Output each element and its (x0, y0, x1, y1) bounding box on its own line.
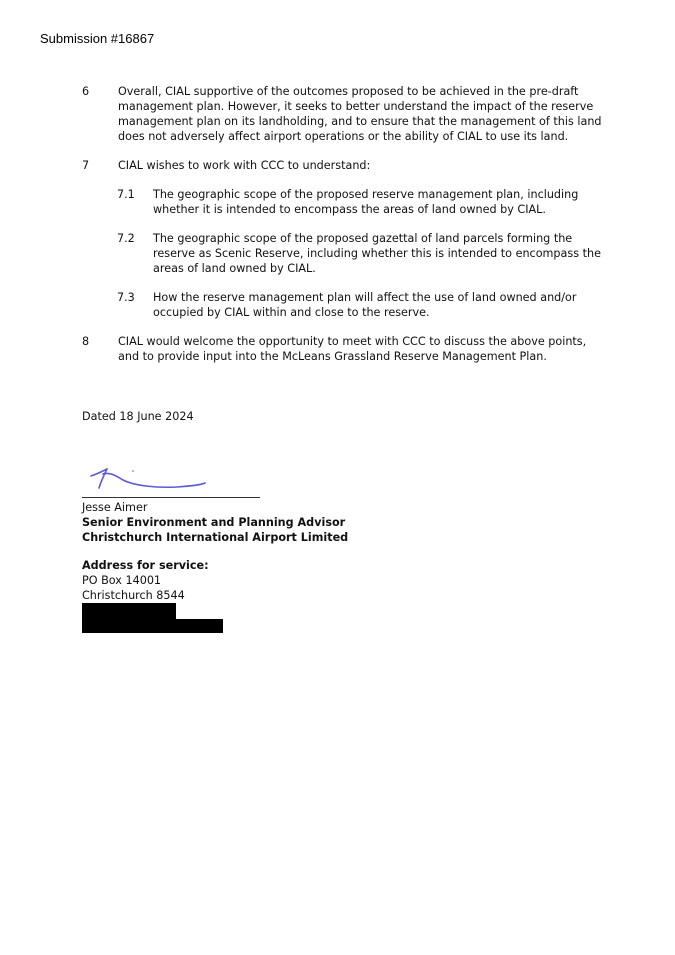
sub-item-number: 7.3 (117, 291, 135, 304)
sub-item-7-2 (82, 231, 602, 276)
sub-item-7-1 (82, 187, 602, 217)
signature-block (82, 466, 262, 498)
address-heading: Address for service: (82, 559, 209, 572)
redaction-block (82, 603, 223, 633)
date-line: Dated 18 June 2024 (82, 410, 194, 423)
signatory-title: Senior Environment and Planning Advisor (82, 516, 346, 529)
signature-icon (87, 466, 217, 496)
submission-id: Submission #16867 (40, 31, 155, 46)
sub-item-7-3 (82, 290, 602, 320)
signatory-name: Jesse Aimer (82, 501, 148, 514)
sub-item-number: 7.2 (117, 232, 135, 245)
redaction-bar (82, 603, 176, 619)
sub-item-text: How the reserve management plan will affect the use of land owned and/or occupied by CIAL within and close to the reserve. (153, 291, 577, 319)
paragraph-text: CIAL wishes to work with CCC to understand: (118, 159, 371, 172)
sub-item-number: 7.1 (117, 188, 135, 201)
paragraph-text: CIAL would welcome the opportunity to meet with CCC to discuss the above points, and to provide input into the McLeans Grassland Reserve Management Plan. (118, 335, 587, 363)
paragraph-7-items (82, 187, 602, 320)
signatory-organisation: Christchurch International Airport Limited (82, 531, 349, 544)
redaction-bar (82, 619, 223, 633)
paragraph-6 (82, 84, 602, 144)
address-line-1: PO Box 14001 (82, 574, 162, 587)
paragraph-number: 7 (82, 159, 90, 172)
document-body (82, 84, 602, 633)
paragraph-text: Overall, CIAL supportive of the outcomes proposed to be achieved in the pre-draft management plan. However, it seeks to better understand the impact of the reserve management plan on its landholding, and to ensure that the management of this land does not adversely affect airport operations or the ability of CIAL to use its land. (118, 85, 602, 143)
paragraph-7 (82, 158, 602, 320)
paragraph-8 (82, 334, 602, 364)
sub-item-text: The geographic scope of the proposed reserve management plan, including whether it is intended to encompass the areas of land owned by CIAL. (153, 188, 579, 216)
paragraph-number: 8 (82, 335, 90, 348)
sub-item-text: The geographic scope of the proposed gazettal of land parcels forming the reserve as Scenic Reserve, including whether this is intended to encompass the areas of land owned by CIAL. (153, 232, 601, 275)
signature-line (82, 497, 260, 498)
address-line-2: Christchurch 8544 (82, 589, 185, 602)
paragraph-number: 6 (82, 85, 90, 98)
